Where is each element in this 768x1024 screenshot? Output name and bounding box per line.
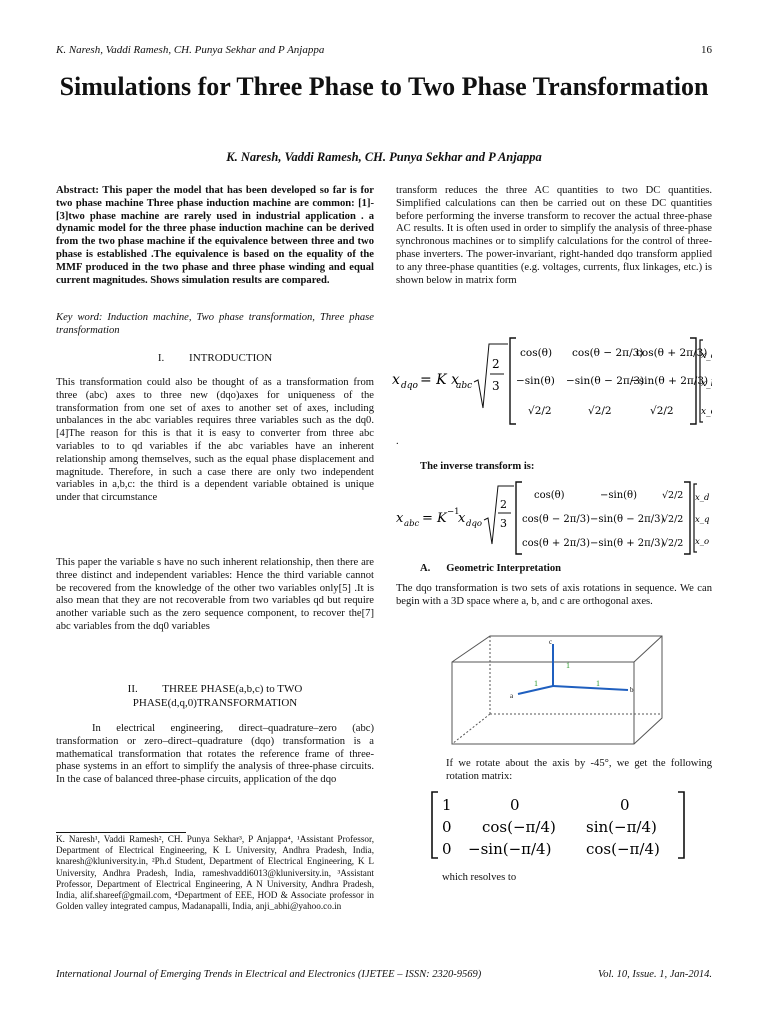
section1-paragraph-1: This transformation could also be thought of as a transformation from three (abc) axes to three new (dqo)axes for uniqueness of the transformation from one set of axes to another set of axes, including unbalances in the abc variables requires three variables such as the dq0.[4]The reason for this is that it is easy to converter from three abc variables to to qd variables if the abc variables have an inherent relationship among themselves, such as the equal phase displacement and magnitude. Therefore, in such a case there are only two independent variables in a,b,c: the third is a dependent variable obtained is unique under that circumstance <box>56 377 374 504</box>
eq2-vec-d: x_d <box>695 493 710 503</box>
rot-r1c3: 0 <box>620 796 630 814</box>
eq1-r1c1: cos(θ) <box>520 347 553 359</box>
rot-r1c1: 1 <box>442 796 452 814</box>
section2-title-line2: PHASE(d,q,0)TRANSFORMATION <box>132 697 298 709</box>
eq2-vec-o: x_o <box>695 537 710 547</box>
eq2-lhs: x <box>396 511 404 526</box>
eq1-lhs: x <box>392 372 400 388</box>
running-header <box>56 44 712 56</box>
eq2-r2c1: cos(θ − 2π/3) <box>522 514 590 525</box>
section2-heading <box>56 682 374 710</box>
rot-r2c2: cos(−π/4) <box>482 818 556 836</box>
section1-paragraph-2: This paper the variable s have no such inherent relationship, then there are three distinct and independent variables: Hence the third variable cannot be recovered from the knowledge of the other two variables only[5] .It is also mean that they are not recoverable from two variables qd but require another variable such as the zero sequence component, to recover the[7] abc variables from the dq0 variables <box>56 557 374 632</box>
eq2-sqrt-den: 3 <box>500 517 507 530</box>
eq1-r2c3: −sin(θ + 2π/3) <box>630 375 709 387</box>
eq2-r1c3: √2/2 <box>662 490 684 501</box>
author-footnote: K. Naresh¹, Vaddi Ramesh², CH. Punya Sekhar³, P Anjappa⁴, ¹Assistant Professor, Department of Electrical Engineering, K L University, Andhra Pradesh, India, knaresh@kluniversity.in, ²Ph.d Student, Department of Electrical Engineering, K L University, Andhra Pradesh, India, rameshvaddi6013@kluniversity.in, ³Assistant Professor, Department of Electrical Engineering, A N University, Andhra Pradesh, India, alif.shareef@gmail.com, ⁴Department of EEE, HOD & Associate professor in Golden valley integrated campus, Madanapalli, India, anji_abhi@yahoo.co.in <box>56 834 374 912</box>
inverse-transform-equation <box>394 478 712 558</box>
right-paragraph-1: transform reduces the three AC quantities to two DC quantities. Simplified calculations can then be carried out on these DC quantities before performing the inverse transform to recover the actual three-phase AC results. It is often used in order to simplify the analysis of three-phase synchronous machines or to simplify calculations for the control of three-phase inverters. The power-invariant, right-handed dqo transform applied to any three-phase quantities (e.g. voltages, currents, flux linkages, etc.) is shown below in matrix form <box>396 185 712 286</box>
eq2-r1c1: cos(θ) <box>534 490 565 501</box>
rot-r1c2: 0 <box>510 796 520 814</box>
rot-r3c2: −sin(−π/4) <box>468 840 552 858</box>
eq2-r3c2: −sin(θ + 2π/3) <box>590 538 665 549</box>
eq2-r1c2: −sin(θ) <box>600 490 637 501</box>
eq1-r3c2: √2/2 <box>588 405 612 417</box>
section1-title: INTRODUCTION <box>189 352 273 364</box>
paper-title: Simulations for Three Phase to Two Phase Transformation <box>59 72 709 101</box>
eq1-r2c1: −sin(θ) <box>516 375 555 387</box>
section1-heading <box>56 352 374 364</box>
eq2-r3c1: cos(θ + 2π/3) <box>522 538 590 549</box>
page-footer <box>56 969 712 980</box>
eq2-vec-q: x_q <box>695 515 710 525</box>
eq1-r3c3: √2/2 <box>650 405 674 417</box>
eq1-vec-a: x_ <box>701 351 711 361</box>
rot-r3c3: cos(−π/4) <box>586 840 660 858</box>
eq1-vec-b: x_ <box>701 379 711 389</box>
volume-info: Vol. 10, Issue. 1, Jan-2014. <box>597 969 712 980</box>
rot-r2c1: 0 <box>442 818 452 836</box>
section2-paragraph-1: In electrical engineering, direct–quadrature–zero (abc) transformation or zero–direct–quadrature (dqo) transformation is a mathematical transformation that rotates the reference frame of three-phase systems in an effort to simplify the analysis of three-phase circuits. In the case of balanced three-phase circuits, application of the dqo <box>56 723 374 786</box>
eq2-mid-sub: dqo <box>466 519 482 529</box>
subsection-title: Geometric Interpretation <box>446 563 562 574</box>
eq2-sup: −1 <box>447 507 460 517</box>
eq2-sqrt-num: 2 <box>500 498 507 511</box>
axes-figure <box>450 634 664 746</box>
eq1-sqrt-num: 2 <box>492 357 500 371</box>
eq1-r3c1: √2/2 <box>528 405 552 417</box>
dqo-transform-equation <box>392 332 712 428</box>
running-authors: K. Naresh, Vaddi Ramesh, CH. Punya Sekhar and P Anjappa <box>56 44 325 56</box>
unit-label-a: 1 <box>534 679 538 688</box>
eq2-r2c2: −sin(θ − 2π/3) <box>590 514 665 525</box>
subsection-heading <box>420 563 736 576</box>
rot-r2c3: sin(−π/4) <box>586 818 657 836</box>
eq1-sqrt-den: 3 <box>492 379 500 393</box>
rotation-matrix <box>428 790 688 860</box>
eq1-vec-c: x_ <box>701 407 711 417</box>
section2-number: II. <box>127 683 138 695</box>
eq1-r2c2: −sin(θ − 2π/3) <box>566 375 645 387</box>
right-paragraph-4: which resolves to <box>442 872 517 883</box>
eq1-r1c3: cos(θ + 2π/3) <box>636 347 708 359</box>
axis-label-a: a <box>510 692 514 700</box>
eq1-eq: = K x <box>420 372 459 388</box>
eq1-mid-sub: abc <box>456 381 473 391</box>
subsection-number: A. <box>420 563 431 574</box>
eq2-eq: = K <box>422 511 447 526</box>
equation-dot: . <box>396 436 399 447</box>
eq1-lhs-sub: dqo <box>401 381 418 391</box>
eq2-r3c3: √2/2 <box>662 538 684 549</box>
axis-label-c: c <box>549 638 553 646</box>
section2-title-line1: THREE PHASE(a,b,c) to TWO <box>162 683 303 695</box>
abstract: Abstract: This paper the model that has been developed so far is for two phase machine Three phase induction machine are common: [1]-[3]two phase machine are rarely used in industrial application . a dynamic model for the three phase induction machine can be derived from the two phase machine if the equivalence between three and two phase is established .The equivalence is based on the equality of the MMF produced in the two phase and three phase winding and equal current magnitudes. Shows simulation results are compared. <box>56 185 374 286</box>
unit-label-c: 1 <box>566 661 570 670</box>
paper-authors: K. Naresh, Vaddi Ramesh, CH. Punya Sekhar and P Anjappa <box>226 150 542 164</box>
section1-number: I. <box>157 352 165 364</box>
eq2-mid: x <box>458 511 466 526</box>
rot-r3c1: 0 <box>442 840 452 858</box>
right-paragraph-2: The dqo transformation is two sets of axis rotations in sequence. We can begin with a 3D space where a, b, and c are orthogonal axes. <box>396 583 712 607</box>
journal-name: International Journal of Emerging Trends in Electrical and Electronics (IJETEE – ISSN: 2320-9569) <box>56 969 482 980</box>
unit-label-b: 1 <box>596 679 600 688</box>
axis-label-b: b <box>630 686 634 694</box>
eq2-lhs-sub: abc <box>404 519 420 529</box>
right-paragraph-3: If we rotate about the axis by -45°, we get the following rotation matrix: <box>446 758 712 782</box>
eq2-r2c3: √2/2 <box>662 514 684 525</box>
inverse-heading: The inverse transform is: <box>420 461 535 472</box>
keywords: Key word: Induction machine, Two phase transformation, Three phase transformation <box>56 312 374 336</box>
footnote-rule <box>56 832 186 833</box>
page-number: 16 <box>701 44 712 56</box>
eq1-r1c2: cos(θ − 2π/3) <box>572 347 644 359</box>
